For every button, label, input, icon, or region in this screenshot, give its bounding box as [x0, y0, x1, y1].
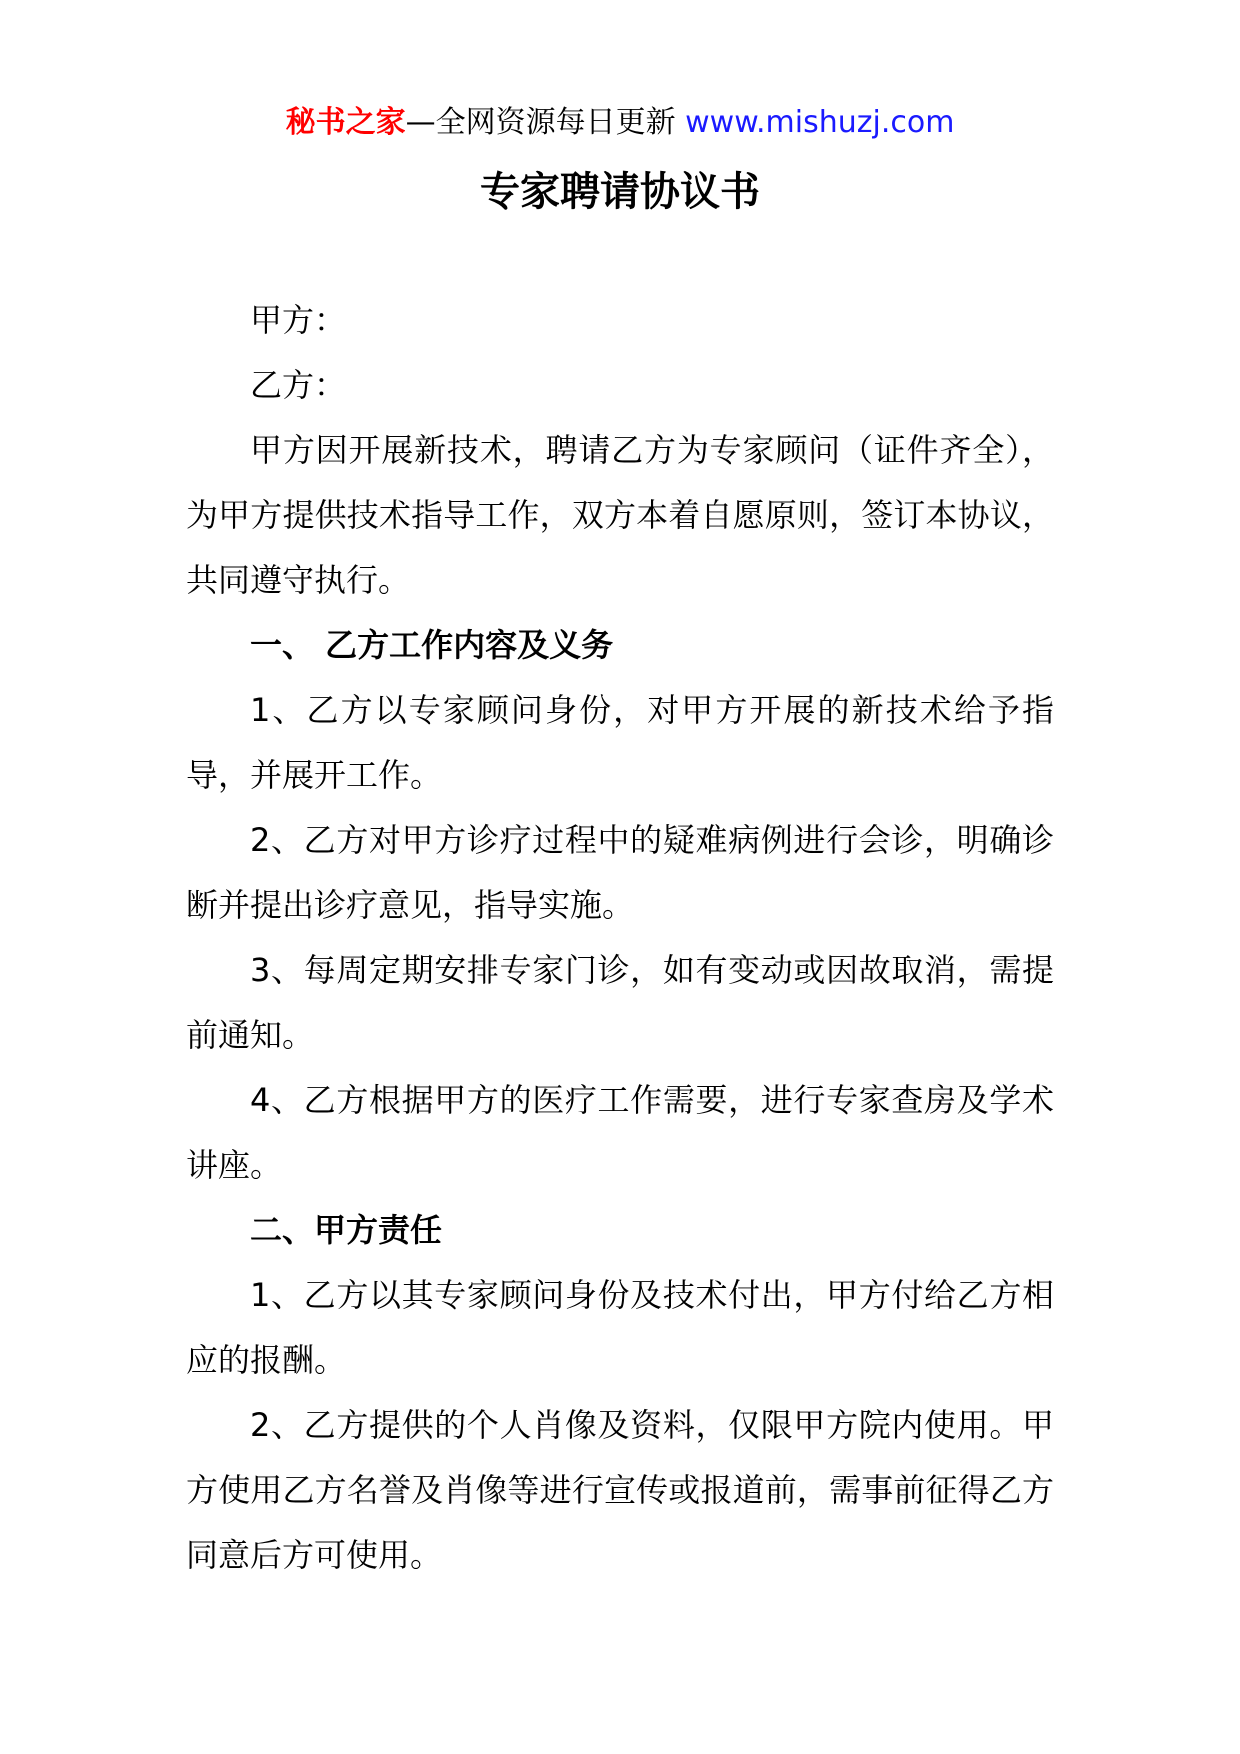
section-heading: 二、甲方责任	[250, 1211, 443, 1249]
document-title: 专家聘请协议书	[480, 169, 760, 215]
clause-paragraph: 1、乙方以专家顾问身份，对甲方开展的新技术给予指导，并展开工作。	[186, 691, 1054, 794]
site-url-link[interactable]: www.mishuzj.com	[685, 105, 955, 140]
site-tagline: —全网资源每日更新	[405, 105, 686, 140]
clause-paragraph: 1、乙方以其专家顾问身份及技术付出，甲方付给乙方相应的报酬。	[186, 1276, 1054, 1379]
document-body	[186, 288, 1054, 1588]
clause-paragraph: 4、乙方根据甲方的医疗工作需要，进行专家查房及学术讲座。	[186, 1081, 1054, 1184]
section-heading: 一、 乙方工作内容及义务	[250, 626, 614, 664]
clause-paragraph: 2、乙方提供的个人肖像及资料，仅限甲方院内使用。甲方使用乙方名誉及肖像等进行宣传或报道前，需事前征得乙方同意后方可使用。	[186, 1406, 1054, 1574]
intro-paragraph: 甲方因开展新技术，聘请乙方为专家顾问（证件齐全），为甲方提供技术指导工作，双方本着自愿原则，签订本协议，共同遵守执行。	[186, 431, 1054, 599]
site-name: 秘书之家	[285, 105, 406, 140]
party-b-line: 乙方：	[250, 366, 347, 404]
clause-paragraph: 3、每周定期安排专家门诊，如有变动或因故取消，需提前通知。	[186, 951, 1054, 1054]
site-header	[0, 98, 1240, 148]
clause-paragraph: 2、乙方对甲方诊疗过程中的疑难病例进行会诊，明确诊断并提出诊疗意见，指导实施。	[186, 821, 1054, 924]
party-a-line: 甲方：	[250, 301, 347, 339]
